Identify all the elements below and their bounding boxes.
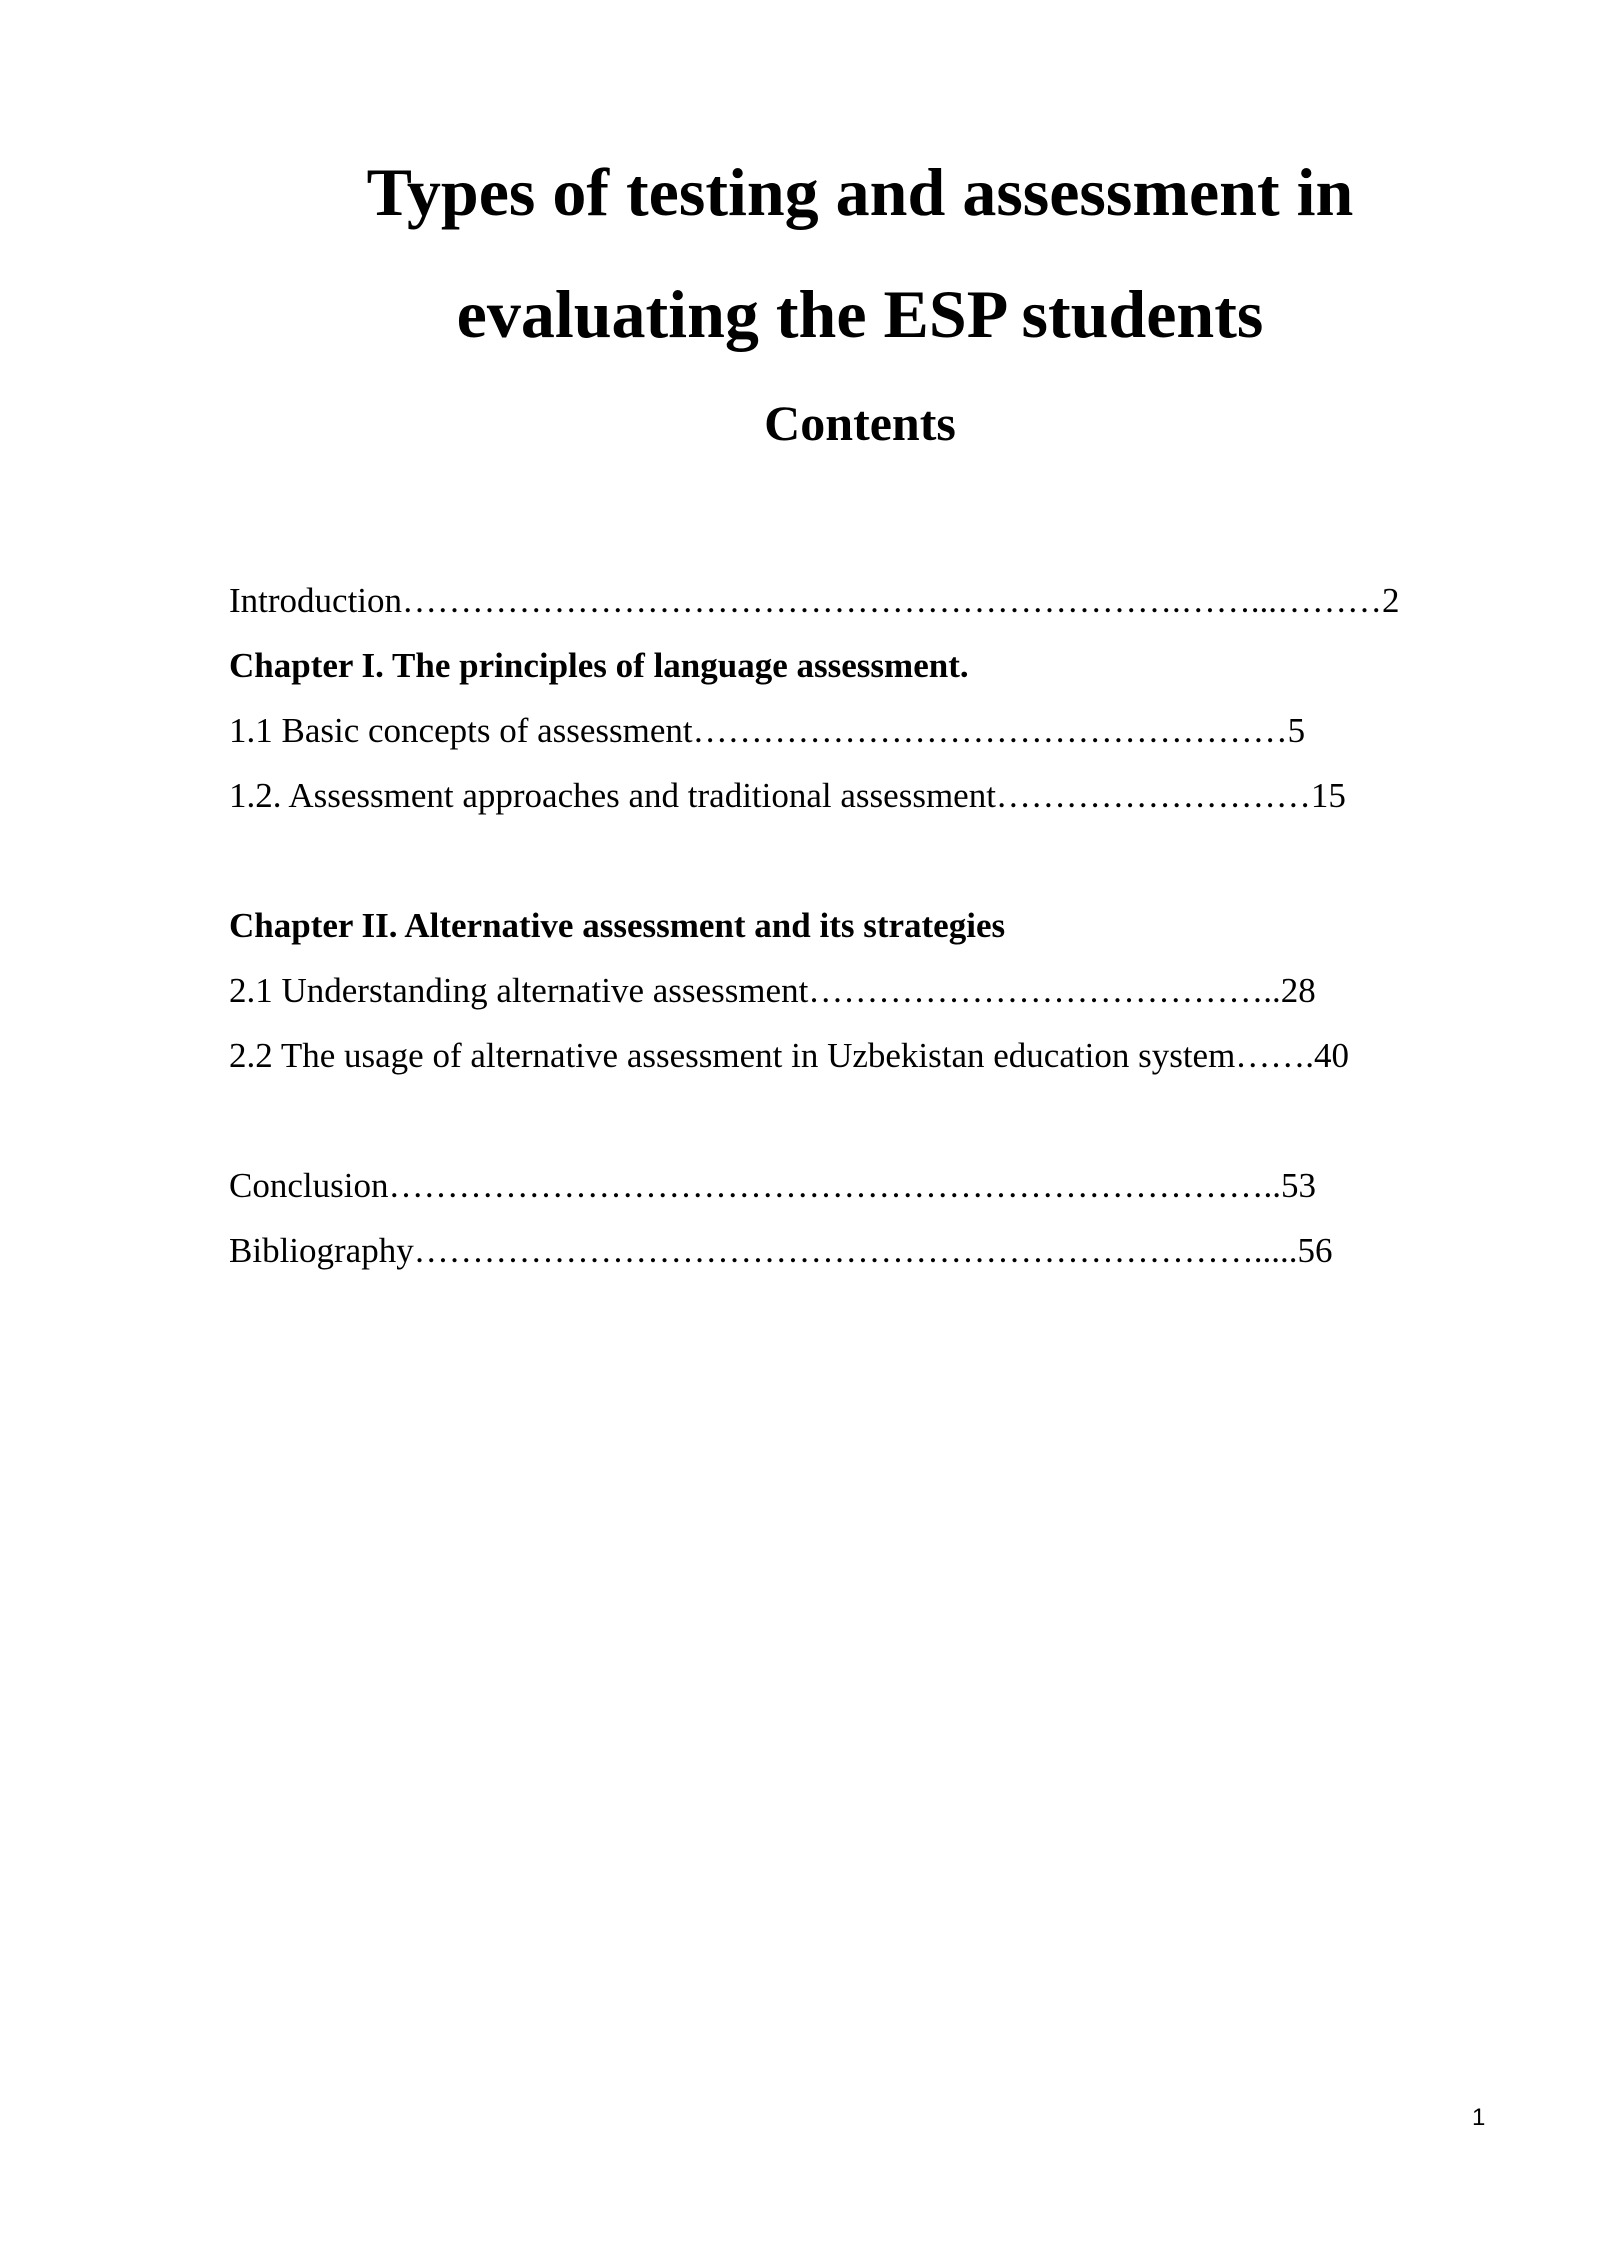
toc-entry-introduction: Introduction………………………………………………………….……...………2 <box>229 581 1400 620</box>
toc-entry-conclusion: Conclusion…………………………………………………………………..53 <box>229 1166 1316 1205</box>
toc-chapter-1-heading: Chapter I. The principles of language assessment. <box>229 646 969 685</box>
toc-entry-2-2: 2.2 The usage of alternative assessment in Uzbekistan education system…….40 <box>229 1036 1350 1075</box>
toc-entry-2-1: 2.1 Understanding alternative assessment…………………………………..28 <box>229 971 1316 1010</box>
toc-chapter-2-heading: Chapter II. Alternative assessment and its strategies <box>229 906 1006 945</box>
toc-entry-1-1: 1.1 Basic concepts of assessment……………………………………………5 <box>229 711 1306 750</box>
toc-entry-1-2: 1.2. Assessment approaches and traditional assessment………………………15 <box>229 776 1346 815</box>
document-title-line-2: evaluating the ESP students <box>456 276 1264 352</box>
toc-entry-bibliography: Bibliography……………………………………………………………….....56 <box>229 1231 1333 1270</box>
document-title-line-1: Types of testing and assessment in <box>366 154 1354 230</box>
contents-heading: Contents <box>764 395 956 451</box>
page-number: 1 <box>1472 2104 1486 2131</box>
